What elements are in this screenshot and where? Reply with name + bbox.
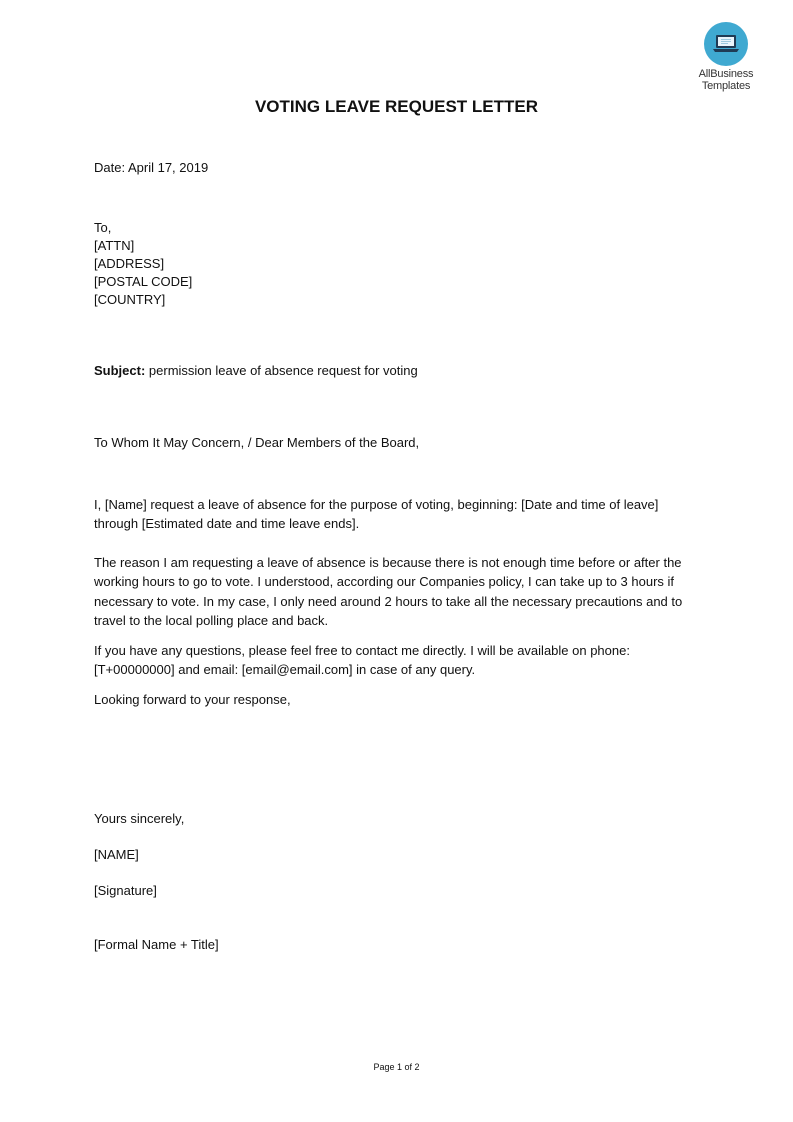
letter-date: Date: April 17, 2019 [94, 160, 209, 175]
signature: [Signature] [94, 883, 157, 898]
subject-label: Subject: [94, 363, 146, 378]
logo-text [690, 68, 762, 92]
letter-title: VOTING LEAVE REQUEST LETTER [254, 97, 539, 116]
body-paragraph: If you have any questions, please feel free to contact me directly. I will be available on phone: [T+00000000] and email: [email@email.com] in case of any query. [94, 643, 630, 678]
laptop-icon [704, 22, 748, 66]
closing: Yours sincerely, [94, 811, 185, 826]
recipient-country: [COUNTRY] [94, 292, 166, 307]
body-paragraph: I, [Name] request a leave of absence for the purpose of voting, beginning: [Date and time of leave] through [Estimated date and time leave ends]. [94, 497, 659, 532]
logo-line-2: Templates [701, 80, 751, 92]
logo-line-1: AllBusiness [698, 68, 754, 80]
recipient-address: [ADDRESS] [94, 256, 165, 271]
sender-name: [NAME] [94, 847, 139, 862]
salutation: To Whom It May Concern, / Dear Members of the Board, [94, 435, 420, 450]
page-indicator: Page 1 of 2 [373, 1062, 420, 1072]
recipient-attn: [ATTN] [94, 238, 135, 253]
recipient-postal-code: [POSTAL CODE] [94, 274, 193, 289]
body-paragraph: The reason I am requesting a leave of absence is because there is not enough time before or after the working hours to go to vote. I understood, according our Companies policy, I can take up to 3 hours if necessary to vote. In my case, I only need around 2 hours to take all the necessary precautions and to travel to the local polling place and back. [94, 555, 683, 628]
body-paragraph: Looking forward to your response, [94, 692, 291, 707]
brand-logo [690, 22, 762, 92]
formal-name-title: [Formal Name + Title] [94, 937, 219, 952]
subject-text: permission leave of absence request for voting [145, 363, 418, 378]
recipient-to: To, [94, 220, 112, 235]
subject-line [94, 362, 418, 380]
